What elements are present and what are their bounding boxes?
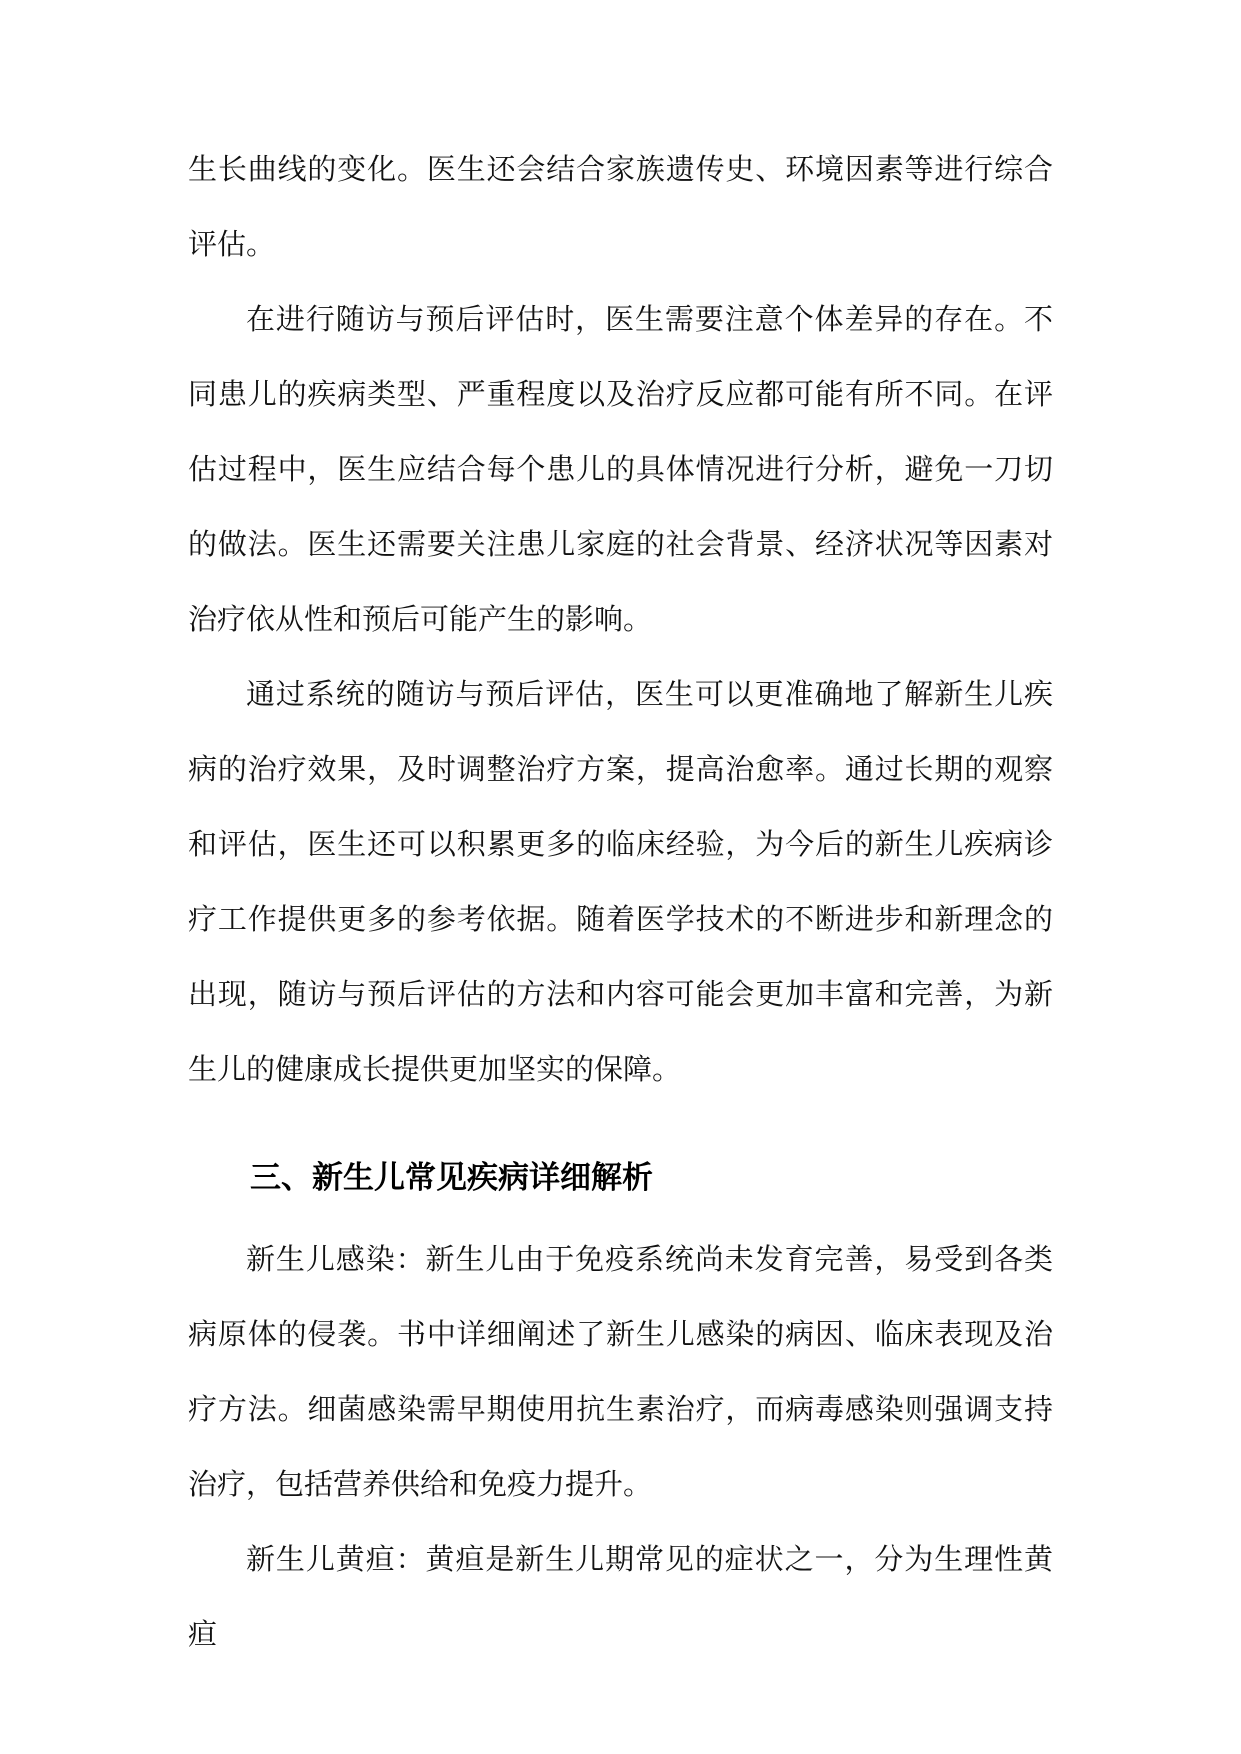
section-heading: 三、新生儿常见疾病详细解析 xyxy=(250,1160,653,1196)
paragraph-growth-curve: 生长曲线的变化。医生还会结合家族遗传史、环境因素等进行综合评估。 xyxy=(188,152,1053,261)
paragraph-neonatal-jaundice: 新生儿黄疸：黄疸是新生儿期常见的症状之一，分为生理性黄疸 xyxy=(188,1542,1053,1651)
paragraph-individual-differences: 在进行随访与预后评估时，医生需要注意个体差异的存在。不同患儿的疾病类型、严重程度以及治疗反应都可能有所不同。在评估过程中，医生应结合每个患儿的具体情况进行分析，避免一刀切的做法。医生还需要关注患儿家庭的社会背景、经济状况等因素对治疗依从性和预后可能产生的影响。 xyxy=(188,302,1053,636)
document-page xyxy=(188,132,1053,1672)
paragraph-neonatal-infection: 新生儿感染：新生儿由于免疫系统尚未发育完善，易受到各类病原体的侵袭。书中详细阐述了新生儿感染的病因、临床表现及治疗方法。细菌感染需早期使用抗生素治疗，而病毒感染则强调支持治疗，包括营养供给和免疫力提升。 xyxy=(188,1242,1053,1501)
paragraph-systematic-followup: 通过系统的随访与预后评估，医生可以更准确地了解新生儿疾病的治疗效果，及时调整治疗方案，提高治愈率。通过长期的观察和评估，医生还可以积累更多的临床经验，为今后的新生儿疾病诊疗工作提供更多的参考依据。随着医学技术的不断进步和新理念的出现，随访与预后评估的方法和内容可能会更加丰富和完善，为新生儿的健康成长提供更加坚实的保障。 xyxy=(188,677,1053,1086)
